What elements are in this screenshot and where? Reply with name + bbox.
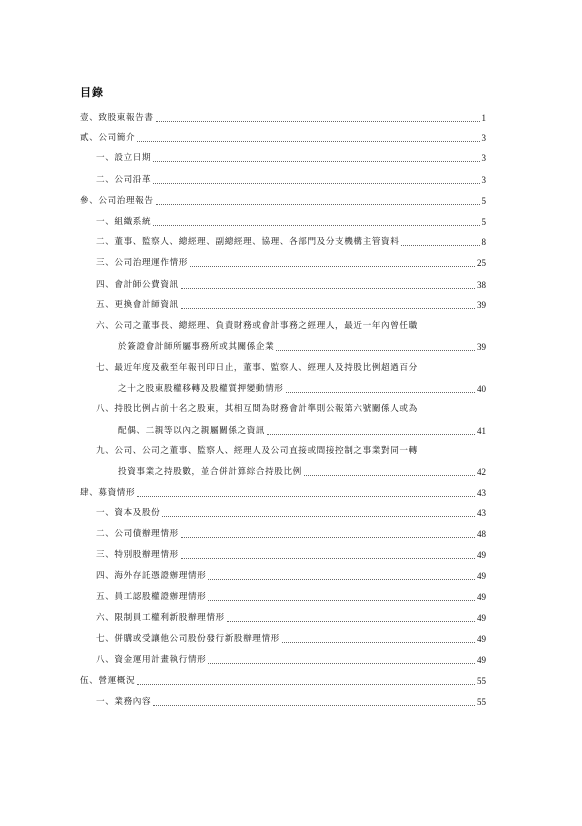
toc-page-number: 49 (477, 634, 486, 644)
leader-dots (137, 683, 475, 685)
toc-entry[interactable] (96, 258, 486, 269)
leader-dots (208, 599, 475, 601)
toc-entry[interactable] (96, 280, 486, 291)
leader-dots (227, 620, 475, 622)
toc-page-number: 1 (481, 113, 486, 123)
toc-entry-continuation: 投資事業之持股數，並合併計算綜合持股比例 (118, 467, 302, 477)
toc-entry-label: 四、海外存託憑證辦理情形 (96, 571, 207, 581)
toc-entry-label: 肆、募資情形 (80, 488, 136, 498)
toc-entry[interactable] (96, 237, 486, 248)
toc-page-number: 41 (477, 426, 486, 436)
toc-entry[interactable] (96, 217, 486, 228)
toc-entry-label: 一、設立日期 (96, 153, 152, 163)
toc-entry[interactable] (96, 697, 486, 708)
toc-page-number: 49 (477, 655, 486, 665)
leader-dots (282, 641, 475, 643)
toc-page-number: 38 (477, 280, 486, 290)
leader-dots (162, 515, 475, 517)
toc-entry-continuation: 之十之股東股權移轉及股權質押變動情形 (118, 384, 284, 394)
toc-entry-label: 伍、營運概況 (80, 676, 136, 686)
toc-entry-label: 參、公司治理報告 (80, 196, 154, 206)
toc-entry-label: 七、併購或受讓他公司股份發行新股辦理情形 (96, 634, 280, 644)
toc-entry[interactable] (96, 613, 486, 624)
toc-page-number: 49 (477, 550, 486, 560)
leader-dots (153, 160, 479, 162)
toc-entry-label: 六、限制員工權利新股辦理情形 (96, 613, 225, 623)
leader-dots (304, 474, 475, 476)
toc-entry[interactable] (80, 133, 486, 144)
toc-entry-label: 八、資金運用計畫執行情形 (96, 655, 207, 665)
toc-entry-continuation: 配偶、二親等以內之親屬關係之資訊 (118, 426, 266, 436)
leader-dots (208, 578, 475, 580)
leader-dots (276, 349, 475, 351)
toc-page-number: 49 (477, 592, 486, 602)
toc-entry-label: 二、公司沿革 (96, 175, 152, 185)
toc-page-number: 55 (477, 676, 486, 686)
toc-entry[interactable] (96, 153, 486, 164)
toc-page-number: 25 (477, 258, 486, 268)
toc-entry[interactable] (96, 508, 486, 519)
toc-page-number: 55 (477, 697, 486, 707)
toc-entry-label: 六、公司之董事長、總經理、負責財務或會計事務之經理人，最近一年內曾任職 (96, 321, 418, 331)
leader-dots (137, 495, 475, 497)
toc-entry[interactable] (118, 342, 486, 353)
leader-dots (156, 203, 480, 205)
toc-entry-label: 九、公司、公司之董事、監察人、經理人及公司直接或間接控制之事業對同一轉 (96, 446, 418, 456)
leader-dots (181, 287, 475, 289)
toc-page-number: 3 (481, 133, 486, 143)
toc-entry[interactable] (118, 384, 486, 395)
toc-entry[interactable] (118, 467, 486, 478)
toc-entry[interactable] (118, 426, 486, 437)
toc-entry-label: 貳、公司簡介 (80, 133, 136, 143)
toc-entry-label: 三、公司治理運作情形 (96, 258, 188, 268)
toc-page-number: 42 (477, 467, 486, 477)
leader-dots (156, 120, 480, 122)
leader-dots (137, 140, 479, 142)
toc-page-number: 5 (481, 217, 486, 227)
toc-page-number: 49 (477, 613, 486, 623)
toc-entry-label: 四、會計師公費資訊 (96, 280, 179, 290)
toc-entry-label: 三、特別股辦理情形 (96, 550, 179, 560)
toc-entry[interactable] (96, 571, 486, 582)
toc-entry[interactable] (96, 634, 486, 645)
leader-dots (401, 244, 479, 246)
toc-entry[interactable] (96, 300, 486, 311)
toc-entry[interactable] (80, 113, 486, 124)
toc-page-number: 43 (477, 508, 486, 518)
leader-dots (181, 536, 475, 538)
toc-page-number: 3 (481, 153, 486, 163)
toc-entry-label: 七、最近年度及截至年報刊印日止，董事、監察人、經理人及持股比例超過百分 (96, 363, 418, 373)
leader-dots (153, 224, 479, 226)
toc-entry[interactable] (96, 175, 486, 186)
leader-dots (208, 662, 475, 664)
toc-entry-label: 五、員工認股權證辦理情形 (96, 592, 207, 602)
leader-dots (267, 433, 475, 435)
toc-page-number: 8 (481, 237, 486, 247)
toc-entry-label: 壹、致股東報告書 (80, 113, 154, 123)
toc-entry-label: 二、董事、監察人、總經理、副總經理、協理、各部門及分支機構主管資料 (96, 237, 400, 247)
toc-entry-label: 五、更換會計師資訊 (96, 300, 179, 310)
toc-entry[interactable] (80, 676, 486, 687)
toc-page-number: 40 (477, 384, 486, 394)
toc-entry[interactable] (96, 550, 486, 561)
leader-dots (153, 704, 475, 706)
toc-page-number: 48 (477, 529, 486, 539)
leader-dots (181, 557, 475, 559)
toc-entry[interactable] (96, 592, 486, 603)
leader-dots (153, 182, 479, 184)
toc-entry-label: 一、組織系統 (96, 217, 152, 227)
toc-entry-label: 一、資本及股份 (96, 508, 161, 518)
toc-entry-label: 一、業務內容 (96, 697, 152, 707)
toc-page-number: 39 (477, 300, 486, 310)
leader-dots (286, 391, 476, 393)
toc-page-number: 49 (477, 571, 486, 581)
toc-entry-label: 二、公司債辦理情形 (96, 529, 179, 539)
toc-entry-continuation: 於簽證會計師所屬事務所或其關係企業 (118, 342, 275, 352)
toc-entry[interactable] (80, 196, 486, 207)
toc-entry[interactable] (96, 655, 486, 666)
toc-page-number: 43 (477, 488, 486, 498)
toc-title: 目錄 (80, 86, 104, 99)
toc-entry[interactable] (96, 529, 486, 540)
leader-dots (190, 265, 475, 267)
toc-page-number: 39 (477, 342, 486, 352)
toc-page-number: 5 (481, 196, 486, 206)
toc-entry[interactable] (80, 488, 486, 499)
leader-dots (181, 307, 475, 309)
toc-entry-label: 八、持股比例占前十名之股東，其相互間為財務會計準則公報第六號關係人或為 (96, 404, 418, 414)
toc-page-number: 3 (481, 175, 486, 185)
